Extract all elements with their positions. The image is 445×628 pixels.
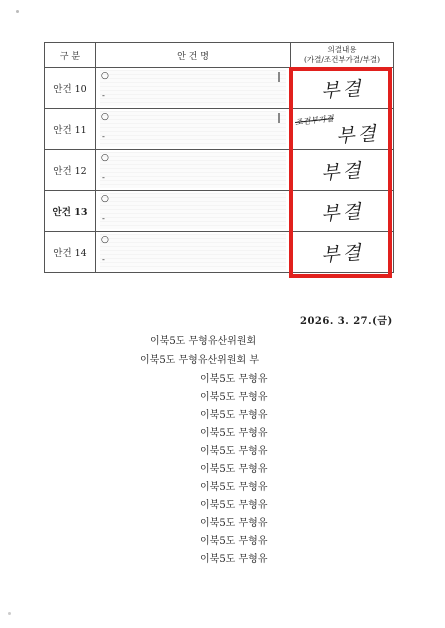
row-agenda-name-redacted: [96, 191, 291, 232]
text-edge-mark: [278, 113, 284, 123]
signature-line: 이북5도 무형유: [200, 500, 268, 511]
dash-mark: -: [102, 91, 105, 100]
dash-mark: -: [102, 214, 105, 223]
table-row: [45, 232, 394, 273]
table-row: [45, 68, 394, 109]
scan-speck: [16, 10, 19, 13]
row-gubun: 안건 14: [45, 232, 96, 273]
row-result: [291, 150, 394, 191]
signature-line: 이북5도 무형유: [200, 446, 268, 457]
header-resolution: [291, 43, 394, 68]
bullet-mark: ○: [101, 153, 109, 163]
redacted-area: [100, 70, 286, 106]
document-date: 2026. 3. 27.(금): [300, 316, 393, 327]
handwritten-result: 부결: [320, 200, 365, 225]
handwritten-result: 부결: [320, 77, 365, 102]
redacted-area: [100, 193, 286, 229]
row-agenda-name-redacted: [96, 68, 291, 109]
row-agenda-name-redacted: [96, 232, 291, 273]
handwritten-result: 부결: [335, 122, 380, 147]
dash-mark: -: [102, 173, 105, 182]
agenda-table: [44, 42, 394, 273]
handwritten-result: 부결: [320, 241, 365, 266]
row-result: [291, 232, 394, 273]
row-result: [291, 109, 394, 150]
row-gubun: 안건 11: [45, 109, 96, 150]
signature-line: 이북5도 무형유: [200, 410, 268, 421]
redacted-area: [100, 111, 286, 147]
signature-line: 이북5도 무형유: [200, 482, 268, 493]
table-row: [45, 109, 394, 150]
bullet-mark: ○: [101, 112, 109, 122]
header-resolution-line2: (가결/조건부가결/부결): [303, 55, 381, 64]
signature-line: 이북5도 무형유: [200, 392, 268, 403]
signature-line: 이북5도 무형유산위원회 부: [140, 355, 259, 366]
signature-line: 이북5도 무형유: [200, 464, 268, 475]
header-resolution-line1: 의결내용: [327, 45, 357, 54]
signature-line: 이북5도 무형유: [200, 536, 268, 547]
handwritten-result: 부결: [320, 159, 365, 184]
table-row: [45, 150, 394, 191]
row-result: [291, 191, 394, 232]
bullet-mark: ○: [101, 71, 109, 81]
dash-mark: -: [102, 132, 105, 141]
bullet-mark: ○: [101, 194, 109, 204]
signature-line: 이북5도 무형유: [200, 428, 268, 439]
table-row: [45, 191, 394, 232]
header-agenda-name: 안 건 명: [96, 43, 291, 68]
row-gubun: 안건 10: [45, 68, 96, 109]
signature-line: 이북5도 무형유: [200, 518, 268, 529]
struck-out-note: 조건부가결: [294, 114, 335, 127]
redacted-area: [100, 234, 286, 270]
bullet-mark: ○: [101, 235, 109, 245]
row-agenda-name-redacted: [96, 150, 291, 191]
row-result: [291, 68, 394, 109]
signature-line: 이북5도 무형유: [200, 374, 268, 385]
dash-mark: -: [102, 255, 105, 264]
scan-speck: [8, 612, 11, 615]
text-edge-mark: [278, 72, 284, 82]
row-gubun: 안건 12: [45, 150, 96, 191]
row-gubun: 안건 13: [45, 191, 96, 232]
header-gubun: 구 분: [45, 43, 96, 68]
redacted-area: [100, 152, 286, 188]
signature-line: 이북5도 무형유산위원회: [150, 336, 257, 347]
signature-line: 이북5도 무형유: [200, 554, 268, 565]
table-header-row: [45, 43, 394, 68]
row-agenda-name-redacted: [96, 109, 291, 150]
